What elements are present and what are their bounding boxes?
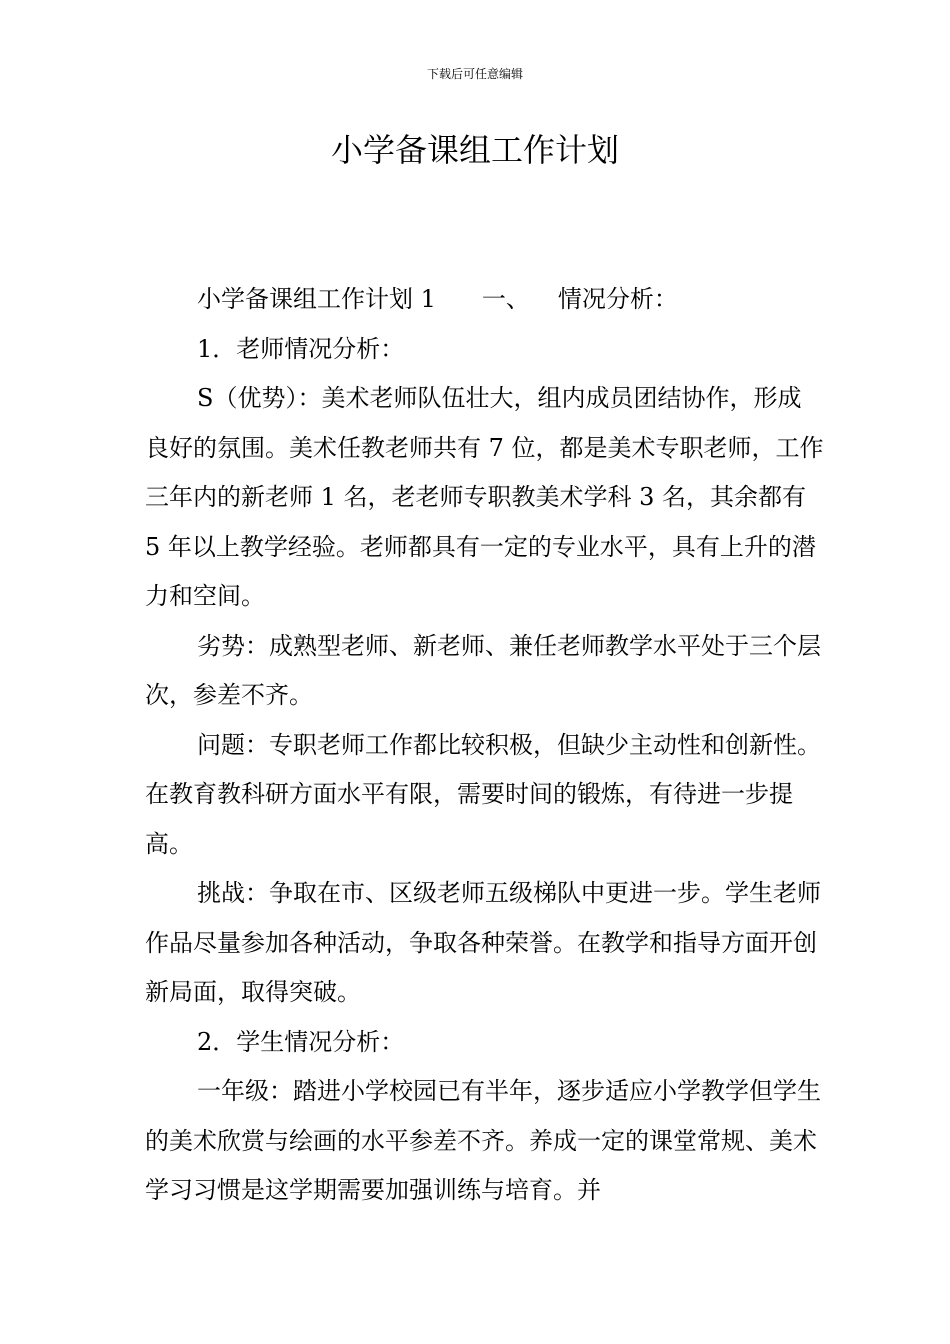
intro-line (145, 275, 825, 325)
section-number: 一、 (481, 285, 530, 313)
paragraph-student-heading: 2．学生情况分析： (197, 1027, 405, 1056)
paragraph-problems: 问题：专职老师工作都比较积极，但缺少主动性和创新性。在教育教科研方面水平有限，需要时间的锻炼，有待进一步提高。 (145, 730, 821, 858)
section-title: 情况分析： (557, 285, 678, 313)
plan-label: 小学备课组工作计划 1 (197, 285, 436, 313)
header-note: 下载后可任意编辑 (426, 67, 523, 81)
paragraph-weaknesses: 劣势：成熟型老师、新老师、兼任老师教学水平处于三个层次，参差不齐。 (145, 631, 821, 709)
paragraph-teacher-heading: 1．老师情况分析： (197, 334, 405, 363)
document-title: 小学备课组工作计划 (330, 131, 619, 169)
paragraph-challenges: 挑战：争取在市、区级老师五级梯队中更进一步。学生老师作品尽量参加各种活动，争取各种荣誉。在教学和指导方面开创新局面，取得突破。 (145, 879, 821, 1006)
paragraph-grade-one: 一年级：踏进小学校园已有半年，逐步适应小学教学但学生的美术欣赏与绘画的水平参差不齐。养成一定的课堂常规、美术学习习惯是这学期需要加强训练与培育。并 (145, 1077, 821, 1204)
paragraph-strengths: S（优势）：美术老师队伍壮大，组内成员团结协作，形成良好的氛围。美术任教老师共有 7 位，都是美术专职老师，工作三年内的新老师 1 名，老老师专职教美术学科 3 名，其余都有 5 年以上教学经验。老师都具有一定的专业水平，具有上升的潜力和空间。 (145, 384, 824, 610)
document-body (145, 275, 825, 1216)
